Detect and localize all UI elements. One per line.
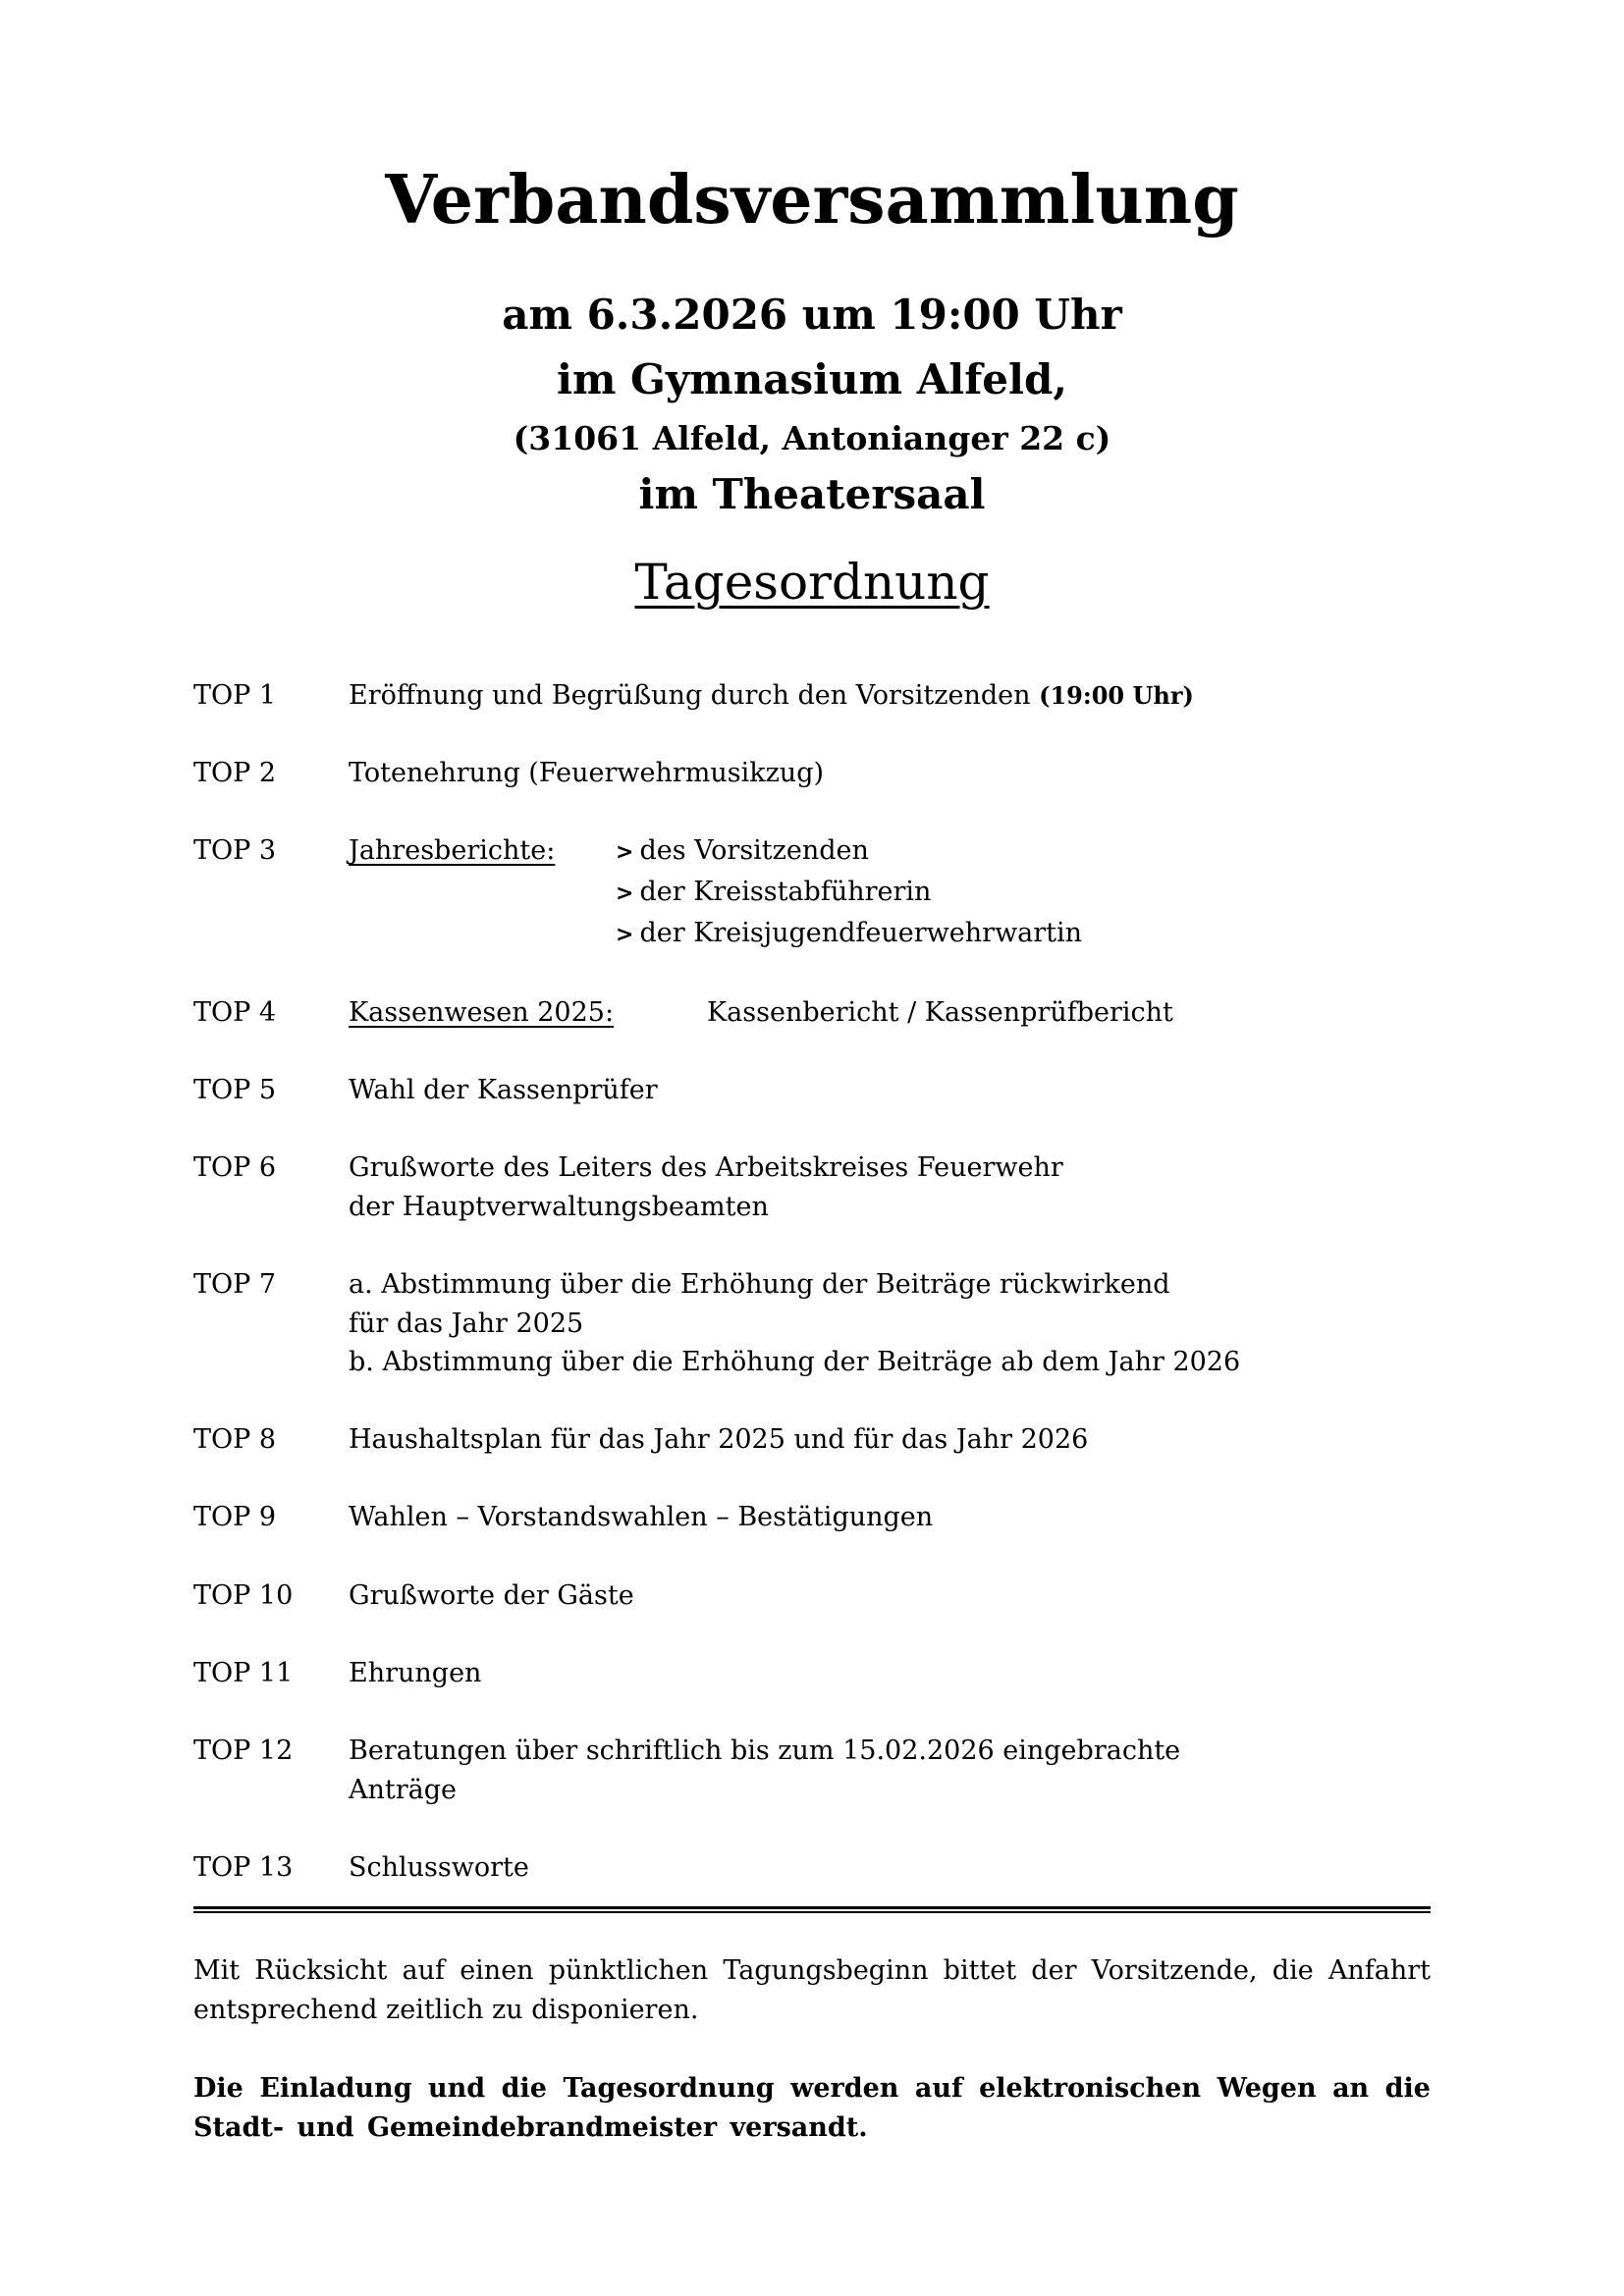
report-list-item [616, 873, 1082, 914]
chevron-right-icon: > [616, 881, 634, 906]
agenda-item-text: Schlussworte [349, 1851, 529, 1883]
chevron-right-icon: > [616, 922, 634, 947]
document-title: Verbandsversammlung [385, 161, 1239, 240]
agenda-item-text: Grußworte der Gäste [349, 1579, 634, 1611]
agenda-item-content [349, 993, 1173, 1033]
agenda-item [193, 1071, 1470, 1110]
agenda-item-content [349, 831, 1082, 954]
agenda-item-line: Beratungen über schriftlich bis zum 15.02.2026 eingebrachte [349, 1735, 1181, 1767]
agenda-item-text: Kassenbericht / Kassenprüfbericht [707, 996, 1173, 1028]
agenda-item [193, 754, 1470, 793]
double-rule-top [193, 1906, 1431, 1909]
arrival-note: Mit Rücksicht auf einen pünktlichen Tagungsbeginn bittet der Vorsitzende, die Anfahrt entsprechend zeitlich zu disponieren. [193, 1955, 1431, 2025]
meeting-address: (31061 Alfeld, Antonianger 22 c) [513, 419, 1111, 457]
chevron-right-icon: > [616, 840, 634, 866]
agenda-item-label: TOP 5 [193, 1074, 277, 1105]
report-list-item [616, 914, 1082, 955]
agenda-item-line: b. Abstimmung über die Erhöhung der Beiträge ab dem Jahr 2026 [349, 1347, 1241, 1378]
report-list-item-text: der Kreisstabführerin [639, 876, 932, 907]
agenda-item [193, 831, 1470, 954]
distribution-notice: Die Einladung und die Tagesordnung werden auf elektronischen Wegen an die Stadt- und Gemeindebrandmeister versandt. [193, 2073, 1431, 2143]
agenda-item-label: TOP 10 [193, 1579, 294, 1611]
agenda-item-label: TOP 12 [193, 1735, 294, 1767]
agenda-item-label: TOP 1 [193, 680, 277, 711]
agenda-item [193, 1848, 1470, 1888]
agenda-item-text: Eröffnung und Begrüßung durch den Vorsitzenden [349, 680, 1031, 711]
agenda-item-text: Wahlen – Vorstandswahlen – Bestätigungen [349, 1502, 934, 1533]
double-rule-bottom [193, 1911, 1431, 1913]
agenda-item [193, 1576, 1470, 1616]
agenda-item-label: TOP 4 [193, 996, 277, 1028]
agenda-item-text: Totenehrung (Feuerwehrmusikzug) [349, 758, 825, 789]
agenda-heading: Tagesordnung [634, 554, 990, 611]
meeting-venue: im Gymnasium Alfeld, [557, 355, 1067, 403]
agenda-item [193, 1654, 1470, 1693]
report-list [616, 831, 1082, 954]
agenda-item-label: TOP 9 [193, 1502, 277, 1533]
agenda-list [193, 676, 1470, 1926]
agenda-item-heading: Kassenwesen 2025: [349, 996, 615, 1028]
agenda-item-line: Anträge [349, 1774, 458, 1805]
agenda-item-content [349, 1148, 1063, 1226]
report-list-item [616, 831, 1082, 873]
agenda-item-label: TOP 6 [193, 1152, 277, 1184]
agenda-item-content [349, 1732, 1180, 1809]
agenda-item-line: der Hauptverwaltungsbeamten [349, 1191, 769, 1222]
agenda-item-label: TOP 3 [193, 835, 277, 867]
agenda-item [193, 676, 1470, 716]
agenda-item-content [349, 676, 1194, 716]
agenda-item-label: TOP 2 [193, 758, 277, 789]
agenda-item-label: TOP 8 [193, 1424, 277, 1456]
report-list-item-text: des Vorsitzenden [639, 835, 869, 867]
agenda-item-content [349, 1265, 1240, 1382]
agenda-item [193, 1420, 1470, 1460]
meeting-room: im Theatersaal [638, 470, 986, 518]
agenda-item-label: TOP 7 [193, 1268, 277, 1300]
agenda-heading-container [0, 554, 1624, 611]
agenda-item [193, 1732, 1470, 1809]
agenda-item-label: TOP 13 [193, 1851, 294, 1883]
agenda-item-label: TOP 11 [193, 1657, 294, 1688]
agenda-item [193, 1148, 1470, 1226]
report-list-item-text: der Kreisjugendfeuerwehrwartin [639, 917, 1083, 948]
agenda-item-text: Haushaltsplan für das Jahr 2025 und für das Jahr 2026 [349, 1424, 1089, 1456]
meeting-date: am 6.3.2026 um 19:00 Uhr [502, 291, 1122, 339]
agenda-item-line: a. Abstimmung über die Erhöhung der Beiträge rückwirkend [349, 1268, 1170, 1300]
agenda-item [193, 1498, 1470, 1537]
agenda-item [193, 1265, 1470, 1382]
agenda-item-time: (19:00 Uhr) [1039, 681, 1194, 710]
agenda-item-heading: Jahresberichte: [349, 835, 556, 867]
agenda-item-text: Wahl der Kassenprüfer [349, 1074, 658, 1105]
agenda-item-line: für das Jahr 2025 [349, 1308, 584, 1339]
agenda-item [193, 993, 1470, 1033]
agenda-item-line: Grußworte des Leiters des Arbeitskreises Feuerwehr [349, 1152, 1063, 1184]
agenda-item-text: Ehrungen [349, 1657, 482, 1688]
